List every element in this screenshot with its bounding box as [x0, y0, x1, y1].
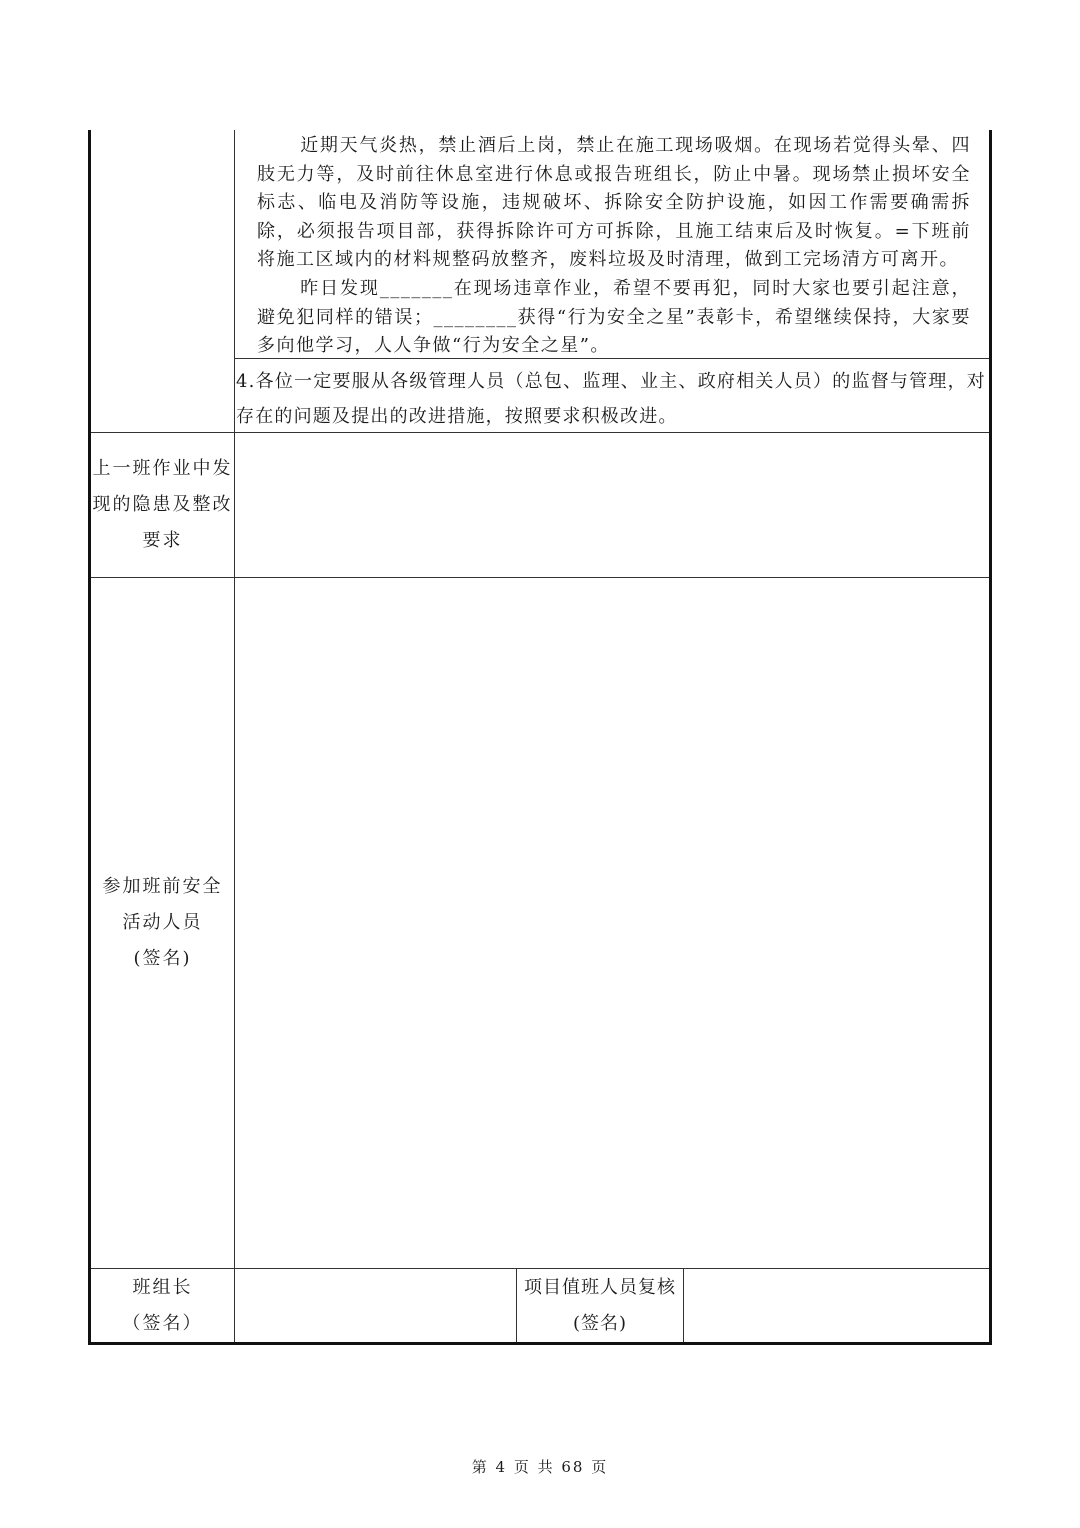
- notice-cell: [257, 132, 971, 356]
- hazards-label-line: 上一班作业中发: [92, 458, 233, 479]
- hazards-label: [91, 433, 234, 577]
- notice-item-4: 4.各位一定要服从各级管理人员（总包、监理、业主、政府相关人员）的监督与管理，对存在的问题及提出的改进措施，按照要求积极改进。: [236, 371, 986, 427]
- team-leader-label-line: 班组长: [132, 1276, 193, 1298]
- hazards-label-line: 现的隐患及整改: [92, 494, 233, 515]
- safety-briefing-form: [88, 130, 992, 1345]
- participants-signature-area[interactable]: [235, 578, 989, 1268]
- participants-label-line: 活动人员: [122, 912, 203, 933]
- hazards-input-area[interactable]: [235, 433, 989, 577]
- participants-label-line: (签名): [133, 948, 192, 969]
- item4-cell: [236, 364, 986, 430]
- notice-paragraph-weather: 近期天气炎热，禁止酒后上岗，禁止在施工现场吸烟。在现场若觉得头晕、四肢无力等，及时前往休息室进行休息或报告班组长，防止中暑。现场禁止损坏安全标志、临电及消防等设施，违规破坏、拆除安全防护设施，如因工作需要确需拆除，必须报告项目部，获得拆除许可方可拆除，且施工结束后及时恢复。=下班前将施工区域内的材料规整码放整齐，废料垃圾及时清理，做到工完场清方可离开。: [257, 135, 971, 271]
- page-number: 第 4 页 共 68 页: [471, 1458, 609, 1476]
- participants-label: [91, 578, 234, 1268]
- team-leader-label: [91, 1269, 234, 1342]
- team-leader-label-line: （签名）: [122, 1312, 203, 1334]
- reviewer-signature-field[interactable]: [684, 1269, 989, 1342]
- reviewer-label-line: (签名): [572, 1312, 628, 1334]
- team-leader-signature-field[interactable]: [235, 1269, 516, 1342]
- reviewer-label: [517, 1269, 683, 1342]
- participants-label-line: 参加班前安全: [102, 876, 223, 897]
- hazards-label-line: 要求: [142, 530, 183, 551]
- notice-paragraph-violations: 昨日发现_______在现场违章作业，希望不要再犯，同时大家也要引起注意，避免犯同样的错误；________获得“行为安全之星”表彰卡，希望继续保持，大家要多向他学习，人人争做“行为安全之星”。: [257, 277, 971, 357]
- reviewer-label-line: 项目值班人员复核: [524, 1276, 676, 1298]
